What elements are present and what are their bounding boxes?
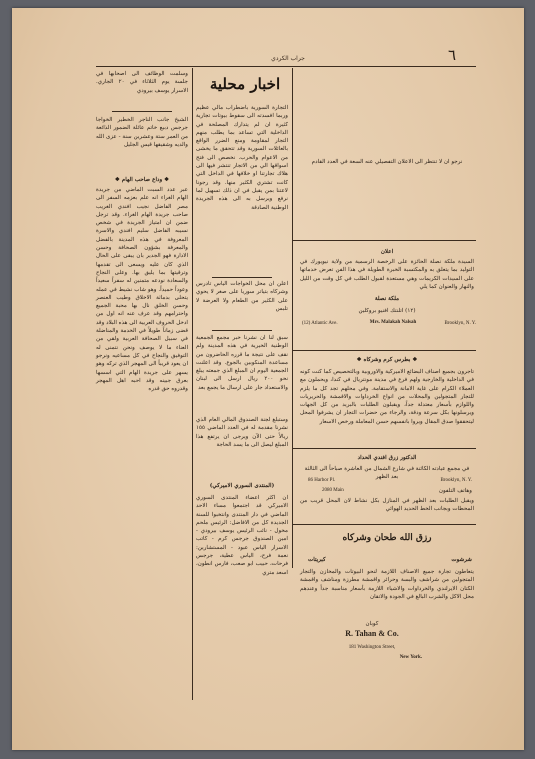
page-number: ٦: [448, 46, 457, 64]
doctor-ad-street-en: 86 Harbor Pl.: [308, 478, 336, 483]
middle-column-heading: (المنتدى السوري الاميركي): [209, 483, 275, 489]
ad1-rule: [292, 350, 476, 351]
doctor-ad-phone-en: 2080 Main: [322, 488, 344, 493]
karam-ad-body: تاجرون بجميع اصناف البضائع الاميركية والاوروبية وبالتحصيص كما كنت كونه في الداخلية والخارجية ولهم فرع في مدينة مونتريال في كندا، ويحملون مع العملاء الكرام على غاية الامانة والاستقامة. وفي محلهم تجد كل ما يلزم للتجار المتجولين والمحلات من انواع الخرداوات والاقمشة والحريريات واللوازم بأسعار معتدلة جداً، ويقبلون الطلبات بالبريد من كل الجهات ويرسلونها بكل سرعة ودقة، والرجاء من حضرات التجار ان يشرفوا المحل ليتحققوا صدق المقال ويروا بانفسهم حسن المعاملة ورخص الاسعار: [300, 369, 474, 425]
middle-column-rule-1: [212, 277, 272, 278]
doctor-ad-phone-label: وهاتف التلفون: [438, 488, 472, 494]
tahan-ad-city-en: New York.: [399, 655, 422, 660]
column-divider-right: [192, 68, 193, 700]
middle-column-paragraph-2: اعلن ان محل الخواجات الياس تادرس وشركاه بتياتر سوريا على صغر لا يحوي على الكثير من الطعام ولا العرضة لا تلبس: [196, 281, 288, 312]
karam-ad-heading: ❖ بطرس كرم وشركاه ❖: [356, 357, 418, 363]
right-column-paragraph-3: عبر عدد السبت الماضي من جريدة الهام الغراء انه علم بعزمه السفر الى مصر الفاضل نجيب افندي الغريب صاحب جريدة الهام الغراء. وقد ترجل ضمن ان امتياز الجريدة في شخص نسيبه الفاضل سليم افندي والاسرة المعروفة في هذه المدينة بالفضل والمعرفة بشؤون الصحافة وحسن الادارة فهو الجدير بان يبقى على الحال الذي كان عليه ويسعى الى تقدمها وترقيتها بما يليق بها. وعلى النجاح والسعادة نودعه متمنين له سفراً سعيداً وعوداً حميداً. وهو شاب نشيط في عمله يتحلى بدماثة الاخلاق وطيب العنصر وحسن الخلق نال بها محبة الجميع واحترامهم وقد عرف عنه انه اول من ادخل الحروف العربية الى هذه البلاد وقد قضى زماناً طويلاً في الخدمة والمناضلة في سبيل الصحافة العربية ولقي من العناء ما لا يوصف ونحن نتمنى له التوفيق والنجاح في كل مساعيه ونرجو ان يعود قريباً الى المهجر الذي تركه وهو يسهر على جريدة الهام التي اسسها بعرق جبينه وقد احبه اهل المهجر وقدروه حق قدره: [96, 187, 188, 393]
tahan-ad-left-title: كبريتات: [308, 557, 326, 563]
doctor-ad-heading: الدكتور زرق افندي الحداد: [357, 455, 417, 461]
middle-column-paragraph-3: سبق لنا ان نشرنا خبر مجمع الجمعية الوطنية الخيرية في هذه المدينة ولم نقف على نتيجة ما قرره الحاضرون من مساعدة المنكوبين بالجوع. وقد اعلنت الجمعية اليوم ان المبلغ الذي جمعته يبلغ نحو ٢٠٠ ريال ارسل الى لبنان والاستعداد جار على ارسال ما يجمع بعد: [196, 335, 288, 391]
doctor-ad-hours: في مجمع عيادته الكائنة في شارع الشمال من العاشرة صباحاً الى الثالثة بعد الظهر: [304, 466, 470, 481]
midwife-ad-city-en: Brooklyn, N. Y.: [444, 321, 476, 326]
tahan-ad-street-en: 181 Washington Street,: [348, 645, 396, 650]
header-rule: [96, 66, 476, 67]
right-column-paragraph-2: الشيخ جانب الناجر الخطير الخواجا جرجس دبيع خاتم عائلة الضمور الذائعة من العمر ستة وعشرين سنة - عزى الله والديه وشقيقها قيس الجليل: [96, 117, 188, 148]
midwife-ad-body: السيدة ملكة نصلة الحائزة على الرخصة الرسمية من ولاية نيويورك في التوليد بما يتعلق به والمكتسبة الخبرة الطويلة في هذا الفن تعرض خدماتها على السيدات الكريمات وهي مستعدة لقبول الطلب في كل وقت من الليل والنهار والعنوان كما يلي: [300, 259, 474, 290]
ad3-rule: [292, 524, 476, 525]
right-column-heading: ❖ وداع صاحب الهام ❖: [114, 177, 170, 183]
notice-rule: [292, 240, 476, 241]
column-divider-left: [292, 68, 293, 568]
midwife-ad-heading: اعلان: [380, 249, 394, 255]
midwife-ad-name-en: Mrs. Malakah Nalsah: [369, 320, 417, 325]
tahan-ad-heading: رزق الله طحان وشركاه: [342, 533, 432, 543]
middle-column-paragraph-4: وستبلغ لجنة الصندوق المالي العام الذي نشرنا مقدمة له في العدد الماضي ١٥٥ ريالاً حتى الآن ويرجى ان يرتفع هذا المبلغ ليصل الى ما يسد الحاجة: [196, 417, 288, 448]
right-column-paragraph-1: وسلمت الوظائف الى اصحابها في جلسة يوم الثلاثاء في ٢٠ الجاري. الاسرار يوسف بيرودي: [96, 71, 188, 94]
doctor-ad-city-en: Brooklyn, N. Y.: [440, 478, 472, 483]
tahan-ad-body: يتعاطون تجارة جميع الاصناف اللازمة لنحو البيوتات والمخازن والتجار المتجولين من شراشف والبسة وحرائر واقمشة مطرزة ومناشف واقمشة الكتان الايرلندي والخرداوات والاشياء اللازمة بأسعار مناسبة جداً وعندهم محل الاكل والشرب البالغ في الجودة والاتقان: [300, 569, 474, 600]
newspaper-title: جراب الكردي: [271, 55, 305, 62]
right-column-rule-1: [112, 111, 172, 112]
midwife-ad-name-ar: ملكة نصلة: [374, 296, 400, 302]
middle-column-paragraph-1: التجارة السورية باضطراب مالي عظيم وربما افسدته الى سقوط بيوتات تجارية كثيرة ان لم يتدارك المصلحة في الداخلية التي تساعد بما يطلب منهم التجار لمقاومة ومنع الضرر الواقع بالعائلات السورية وقد تتحقق ما يخشى من الاعوام والحرب. نخصص الى فتح اسواقها الي من الاتجار تنتشر فيها الى هلاك تجارتنا او خلافها في الداخل التي كانت تشتري الكثير منها. وقد رجونا لاعتنا بمن يقبل في ان ذلك تسهيل لما نرفع ويرسل به الى هذه الجريدة الوطنية الصادقة: [196, 105, 288, 211]
tahan-ad-right-title: شرشوت: [451, 557, 472, 563]
midwife-ad-address-ar: (١٢) اتلنتك افنيو بروكلين: [358, 308, 416, 314]
midwife-ad-street-en: (12) Atlantic Ave.: [302, 321, 338, 326]
top-notice: نرجو ان لا تنتظر الى الاعلان التفصيلي عنه السعة في العدد القادم: [311, 159, 463, 165]
doctor-ad-body: ويقبل الطلبات بعد الظهر في المنازل بكل نشاط لان المحل قريب من المحطات وبجانب الخط الحديد الهوائي: [300, 498, 474, 513]
middle-column-rule-2: [212, 330, 272, 331]
tahan-ad-address-ar: كوبان: [365, 621, 379, 627]
middle-column-paragraph-5: ان اكثر اعضاء المنتدى السوري الاميركي قد اجتمعوا مساء الاحد الماضي في دار المنتدى وانتخبوا للسنة الجديدة كل من الافاضل: الرئيس ملحم مخول - نائب الرئيس يوسف بيرودي - امين الصندوق جرجس كرم - كاتب الاسرار الياس عبود - المستشارين: نعمة فرح، الياس عطية، جرجس فرحات، حبيب ابو صعب، فارس انطون، اسعد متري: [196, 495, 288, 576]
newspaper-page: [12, 8, 524, 750]
section-title-local-news: اخبار محلية: [209, 75, 281, 93]
tahan-ad-name-en: R. Tahan & Co.: [345, 629, 399, 638]
ad2-rule: [292, 448, 476, 449]
